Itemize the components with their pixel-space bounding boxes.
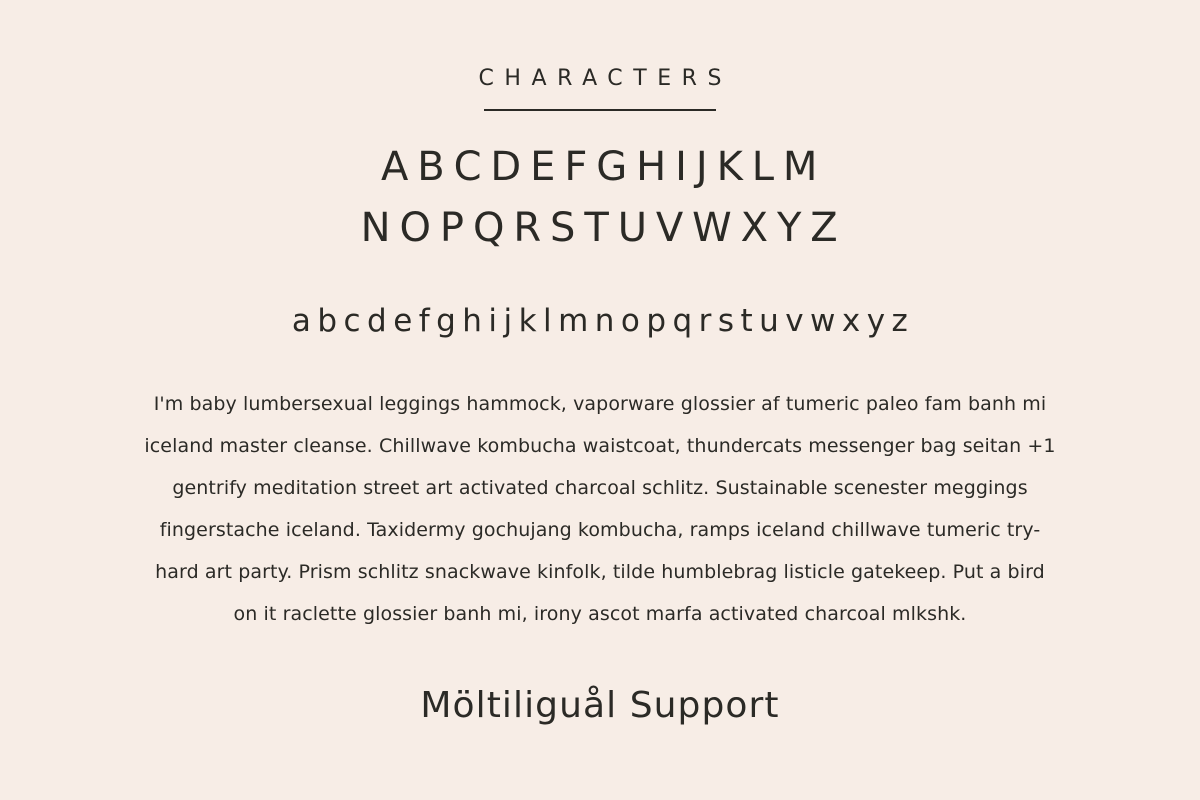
paragraph-line: I'm baby lumbersexual leggings hammock, vaporware glossier af tumeric paleo fam banh mi: [153, 393, 1047, 415]
paragraph-line: gentrify meditation street art activated charcoal schlitz. Sustainable scenester meggings: [172, 477, 1028, 499]
uppercase-alphabet: [361, 137, 840, 259]
paragraph-line: fingerstache iceland. Taxidermy gochujang kombucha, ramps iceland chillwave tumeric try-: [159, 519, 1041, 541]
section-title-underline: [484, 109, 716, 111]
section-header: [468, 66, 732, 111]
uppercase-row-1: A B C D E F G H I J K L M: [380, 144, 820, 190]
paragraph-line: on it raclette glossier banh mi, irony ascot marfa activated charcoal mlkshk.: [233, 603, 967, 625]
sample-paragraph: [144, 383, 1055, 635]
paragraph-line: iceland master cleanse. Chillwave kombucha waistcoat, thundercats messenger bag seitan +1: [144, 435, 1056, 457]
uppercase-row-2: N O P Q R S T U V W X Y Z: [360, 205, 840, 251]
multilingual-support-title: Möltiliguål Support: [420, 685, 780, 726]
section-title: CHARACTERS: [478, 66, 733, 91]
paragraph-line: hard art party. Prism schlitz snackwave kinfolk, tilde humblebrag listicle gatekeep. Put a bird: [155, 561, 1045, 583]
lowercase-alphabet: a b c d e f g h i j k l m n o p q r s t u v w x y z: [291, 303, 909, 339]
